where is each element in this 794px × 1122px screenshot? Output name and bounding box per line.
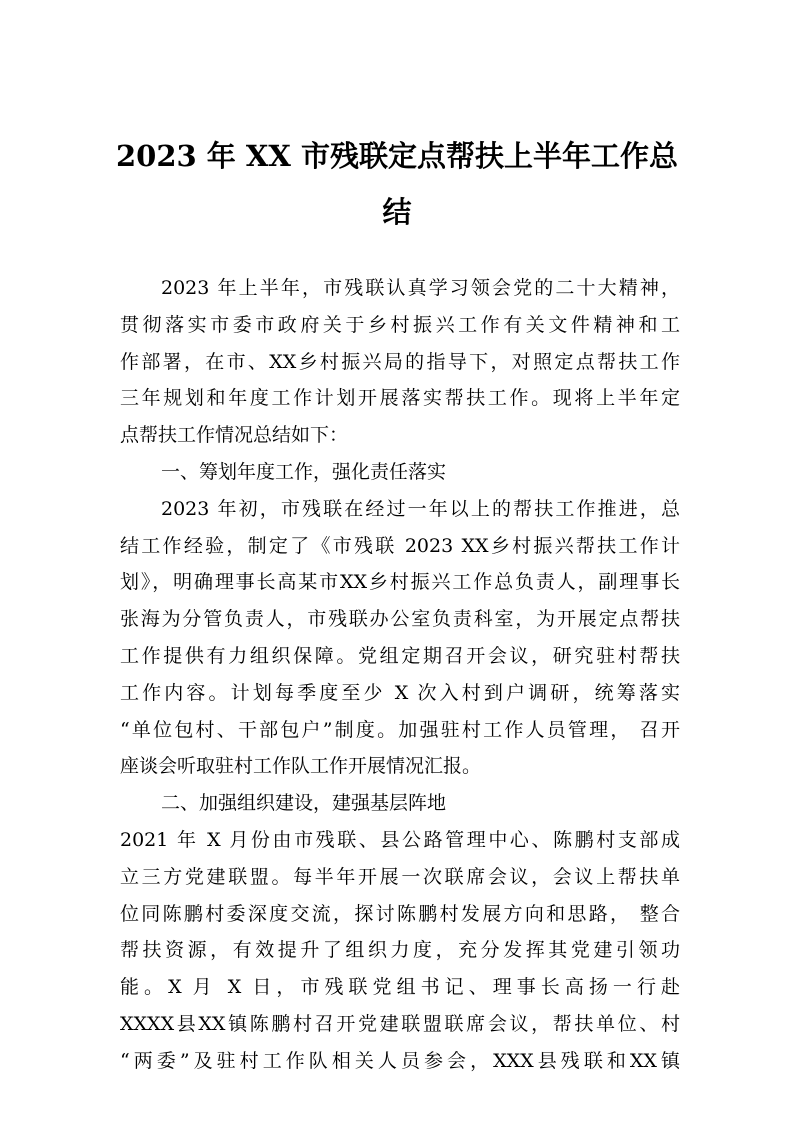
text-line: 工作提供有力组织保障。党组定期召开会议，研究驻村帮扶 xyxy=(120,644,680,667)
document-body xyxy=(120,270,680,1080)
text-line: 2023 年初，市残联在经过一年以上的帮扶工作推进，总 xyxy=(161,497,680,520)
text-line: XXXX县XX镇陈鹏村召开党建联盟联席会议，帮扶单位、村 xyxy=(120,1012,680,1035)
text-line: “两委”及驻村工作队相关人员参会，XXX县残联和XX镇 xyxy=(120,1049,680,1072)
text-line: 座谈会听取驻村工作队工作开展情况汇报。 xyxy=(120,755,482,778)
text-line: 一、筹划年度工作，强化责任落实 xyxy=(161,460,447,483)
text-line: 二、加强组织建设，建强基层阵地 xyxy=(161,792,447,815)
text-line: 帮扶资源，有效提升了组织力度，充分发挥其党建引领功 xyxy=(120,939,680,962)
text-line: 立三方党建联盟。每半年开展一次联席会议，会议上帮扶单 xyxy=(120,865,680,888)
text-line: “单位包村、干部包户”制度。加强驻村工作人员管理， 召开 xyxy=(120,718,680,741)
text-line: 作部署，在市、XX乡村振兴局的指导下，对照定点帮扶工作 xyxy=(120,350,680,373)
text-line: 工作内容。计划每季度至少 X 次入村到户调研，统筹落实 xyxy=(120,681,680,704)
text-line: 位同陈鹏村委深度交流，探讨陈鹏村发展方向和思路， 整合 xyxy=(120,902,680,925)
text-line: 结工作经验，制定了《市残联 2023 XX乡村振兴帮扶工作计 xyxy=(120,534,680,557)
text-line: 点帮扶工作情况总结如下： xyxy=(120,424,349,447)
text-line: 2021 年 X 月份由市残联、县公路管理中心、陈鹏村支部成 xyxy=(120,828,680,851)
document-title-line-1: 2023 年 XX 市残联定点帮扶上半年工作总 xyxy=(115,139,678,173)
text-line: 贯彻落实市委市政府关于乡村振兴工作有关文件精神和工 xyxy=(120,313,680,336)
text-line: 划》，明确理事长高某市XX乡村振兴工作总负责人，副理事长 xyxy=(120,571,680,594)
text-line: 三年规划和年度工作计划开展落实帮扶工作。现将上半年定 xyxy=(120,387,680,410)
text-line: 能。X 月 X 日，市残联党组书记、理事长高扬一行赴 xyxy=(120,976,680,999)
text-line: 2023 年上半年，市残联认真学习领会党的二十大精神， xyxy=(161,277,680,299)
text-line: 张海为分管负责人，市残联办公室负责科室，为开展定点帮扶 xyxy=(120,608,680,631)
document-title-line-2: 结 xyxy=(382,195,412,229)
